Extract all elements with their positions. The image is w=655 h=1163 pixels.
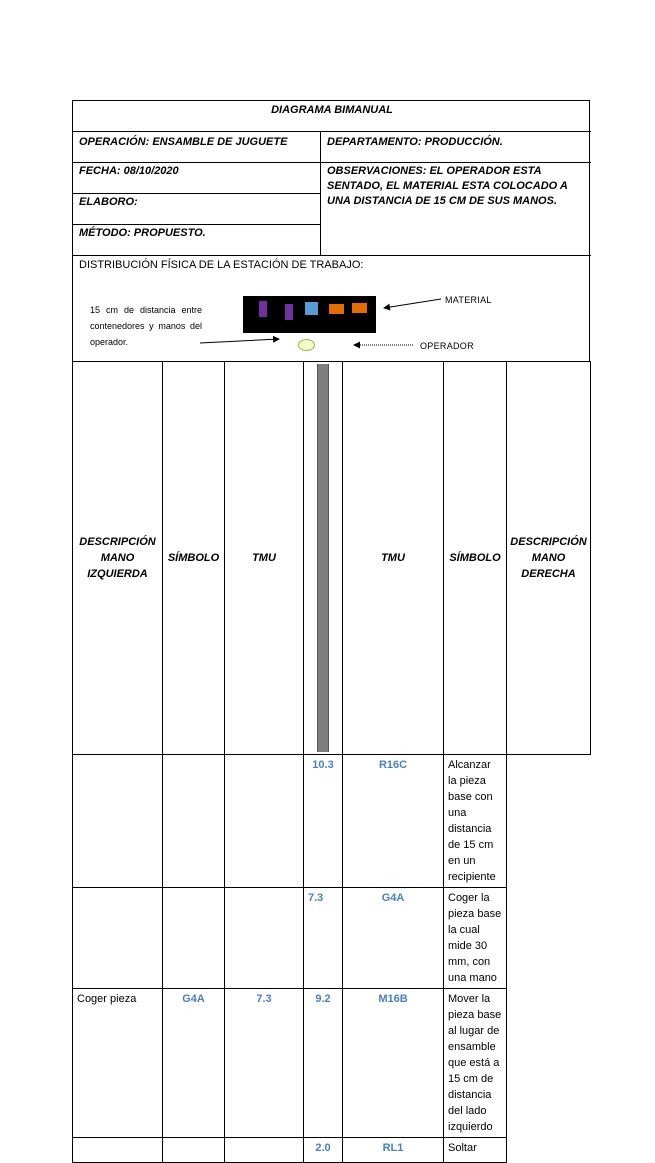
distance-note: 15 cm de distancia entre contenedores y manos del operador. — [90, 305, 202, 347]
left-description — [73, 1138, 163, 1163]
right-tmu: 9.2 — [304, 989, 343, 1138]
left-tmu — [225, 1138, 304, 1163]
right-symbol: G4A — [343, 888, 444, 989]
table-row — [73, 1138, 591, 1163]
header-right-symbol: SÍMBOLO — [444, 362, 507, 755]
left-symbol — [163, 888, 225, 989]
left-symbol — [163, 1138, 225, 1163]
right-symbol: R16C — [343, 755, 444, 888]
date-field: FECHA: 08/10/2020 — [73, 163, 321, 194]
right-tmu: 10.3 — [304, 755, 343, 888]
right-symbol: RL1 — [343, 1138, 444, 1163]
bimanual-diagram-sheet — [72, 100, 590, 1163]
layout-arrows — [73, 256, 591, 362]
header-right-description: DESCRIPCIÓN MANO DERECHA — [507, 362, 591, 755]
right-description: Coger la pieza base la cual mide 30 mm, con una mano — [444, 888, 507, 989]
left-tmu — [225, 888, 304, 989]
left-symbol: G4A — [163, 989, 225, 1138]
material-label: MATERIAL — [445, 295, 492, 305]
header-left-symbol: SÍMBOLO — [163, 362, 225, 755]
table-row — [73, 989, 591, 1138]
header-left-tmu: TMU — [225, 362, 304, 755]
left-tmu — [225, 755, 304, 888]
operation-field: OPERACIÓN: ENSAMBLE DE JUGUETE — [73, 132, 321, 163]
right-description: Soltar — [444, 1138, 507, 1163]
hands-divider — [304, 362, 343, 755]
method-field: MÉTODO: PROPUESTO. — [73, 225, 321, 256]
right-description: Mover la pieza base al lugar de ensamble que está a 15 cm de distancia del lado izquierdo — [444, 989, 507, 1138]
right-tmu: 7.3 — [304, 888, 343, 989]
table-row — [73, 888, 591, 989]
operator-label: OPERADOR — [420, 341, 474, 351]
left-tmu: 7.3 — [225, 989, 304, 1138]
header-block — [72, 100, 590, 361]
header-right-tmu: TMU — [343, 362, 444, 755]
workstation-layout-section — [73, 256, 591, 362]
material-arrow — [384, 299, 441, 308]
left-description — [73, 888, 163, 989]
layout-section-title: DISTRIBUCIÓN FÍSICA DE LA ESTACIÓN DE TRABAJO: — [79, 259, 364, 271]
department-field: DEPARTAMENTO: PRODUCCIÓN. — [321, 132, 591, 163]
left-description: Coger pieza — [73, 989, 163, 1138]
left-description — [73, 755, 163, 888]
left-symbol — [163, 755, 225, 888]
header-left-description: DESCRIPCIÓN MANO IZQUIERDA — [73, 362, 163, 755]
right-symbol: M16B — [343, 989, 444, 1138]
divider-bar — [317, 364, 329, 752]
elaborated-by-field: ELABORO: — [73, 194, 321, 225]
distance-arrow — [200, 339, 279, 343]
diagram-title: DIAGRAMA BIMANUAL — [73, 101, 591, 132]
right-description: Alcanzar la pieza base con una distancia de 15 cm en un recipiente — [444, 755, 507, 888]
table-header-row — [73, 362, 591, 755]
table-row — [73, 755, 591, 888]
right-tmu: 2.0 — [304, 1138, 343, 1163]
bimanual-table — [72, 361, 591, 1163]
observations-field: OBSERVACIONES: EL OPERADOR ESTA SENTADO, EL MATERIAL ESTA COLOCADO A UNA DISTANCIA DE 15 CM DE SUS MANOS. — [321, 163, 591, 256]
